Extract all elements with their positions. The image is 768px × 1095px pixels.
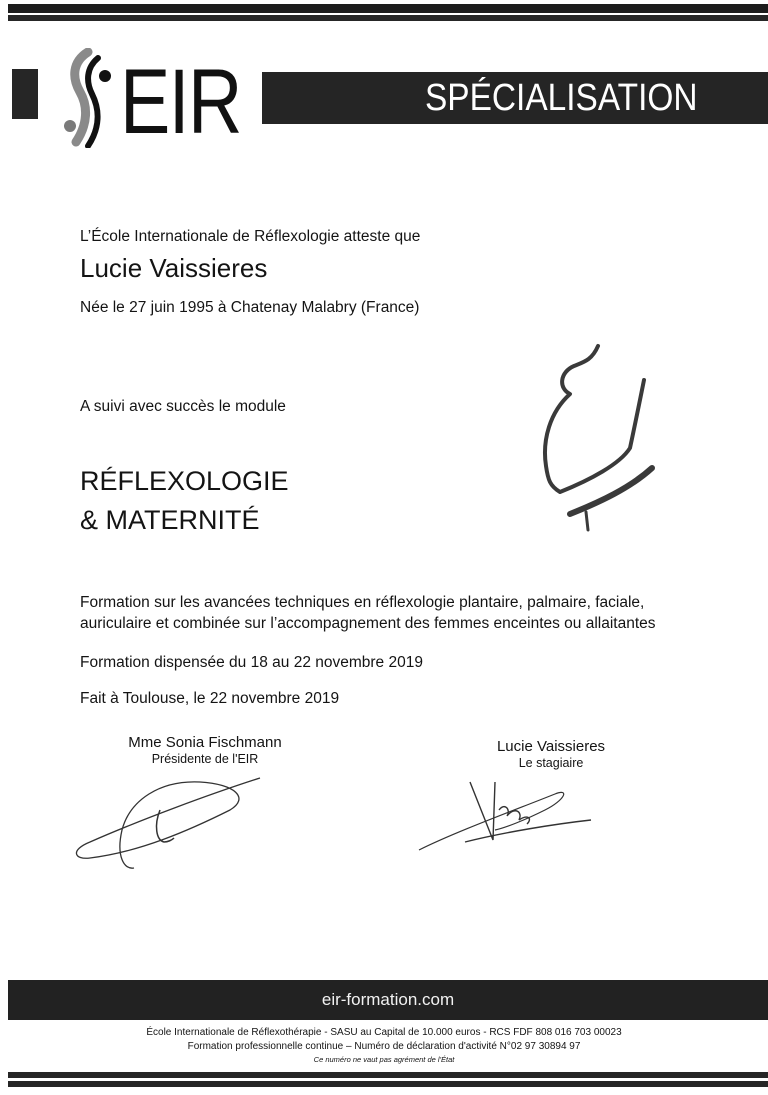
top-border-rule xyxy=(8,4,768,13)
logo-wordmark: EIR xyxy=(120,51,241,153)
followed-line: A suivi avec succès le module xyxy=(80,398,286,415)
president-name: Mme Sonia Fischmann xyxy=(128,734,282,751)
footer-banner xyxy=(8,980,768,1020)
banner-title: SPÉCIALISATION xyxy=(425,77,698,119)
website-link[interactable]: eir-formation.com xyxy=(321,990,455,1009)
legal-line-disclaimer: Ce numéro ne vaut pas agrément de l'État xyxy=(313,1055,455,1064)
president-signature-icon xyxy=(60,770,270,875)
pregnancy-illustration-icon xyxy=(540,340,670,540)
birth-line: Née le 27 juin 1995 à Chatenay Malabry (France) xyxy=(80,299,420,316)
recipient-name: Lucie Vaissieres xyxy=(80,253,268,283)
attest-line: L’École Internationale de Réflexologie atteste que xyxy=(80,228,421,245)
president-role: Présidente de l'EIR xyxy=(151,752,259,766)
place-and-date: Fait à Toulouse, le 22 novembre 2019 xyxy=(80,690,340,707)
trainee-role: Le stagiaire xyxy=(518,756,584,770)
legal-line-company: École Internationale de Réflexothérapie - SASU au Capital de 10.000 euros - RCS FDF 808 016 703 00023 xyxy=(146,1027,622,1038)
training-description: Formation sur les avancées techniques en réflexologie plantaire, palmaire, faciale, auriculaire et combinée sur l’accompagnement des femmes enceintes ou allaitantes xyxy=(80,594,656,632)
trainee-name: Lucie Vaissieres xyxy=(496,738,606,755)
logo-bar xyxy=(12,69,38,119)
specialisation-banner xyxy=(262,72,768,124)
eir-logo-icon xyxy=(58,48,116,148)
bottom-border-rule-secondary xyxy=(8,1081,768,1087)
training-dates: Formation dispensée du 18 au 22 novembre 2019 xyxy=(80,654,423,671)
trainee-signature-icon xyxy=(415,780,595,855)
module-title-line2: & MATERNITÉ xyxy=(80,505,260,535)
legal-line-declaration: Formation professionnelle continue – Numéro de déclaration d'activité N°02 97 30894 97 xyxy=(187,1041,581,1052)
top-border-rule-secondary xyxy=(8,15,768,21)
module-title-line1: RÉFLEXOLOGIE xyxy=(80,466,289,496)
bottom-border-rule xyxy=(8,1072,768,1078)
